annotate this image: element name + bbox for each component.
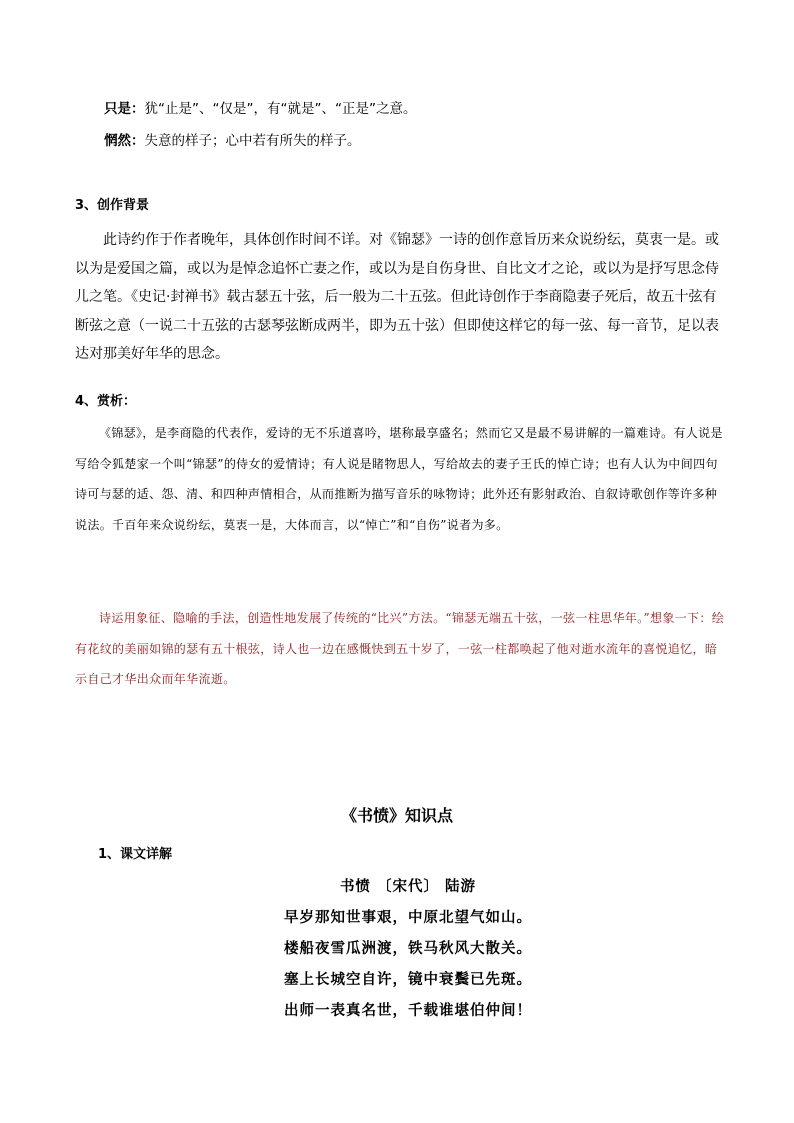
definition-zhishi	[104, 99, 416, 119]
poem-line: 楼船夜雪瓜洲渡，铁马秋风大散关。	[284, 940, 532, 957]
definition-text: 犹“止是”、“仅是”，有“就是”、“正是”之意。	[144, 101, 417, 117]
section4-heading: 4、赏析：	[75, 394, 137, 409]
analysis-paragraph-1: 《锦瑟》，是李商隐的代表作，爱诗的无不乐道喜吟，堪称最享盛名；然而它又是最不易讲解的一篇难诗。有人说是写给令狐楚家一个叫“锦瑟”的侍女的爱情诗；有人说是睹物思人，写给故去的妻子王氏的悼亡诗；也有人认为中间四句诗可与瑟的适、怨、清、和四种声情相合，从而推断为描写音乐的咏物诗；此外还有影射政治、自叙诗歌创作等许多种说法。千百年来众说纷纭，莫衷一是，大体而言，以“悼亡”和“自伤”说者为多。	[75, 426, 723, 532]
definition-term: 只是：	[104, 101, 145, 117]
definition-text: 失意的样子；心中若有所失的样子。	[144, 133, 361, 149]
definition-term: 惘然：	[104, 133, 145, 149]
section3-paragraph: 此诗约作于作者晚年，具体创作时间不详。对《锦瑟》一诗的创作意旨历来众说纷纭，莫衷一是。或以为是爱国之篇，或以为是悼念追怀亡妻之作，或以为是自伤身世、自比文才之论，或以为是抒写思念侍儿之笔。《史记·封禅书》载古瑟五十弦，后一般为二十五弦。但此诗创作于李商隐妻子死后，故五十弦有断弦之意（一说二十五弦的古瑟琴弦断成两半，即为五十弦）但即使这样它的每一弦、每一音节，足以表达对那美好年华的思念。	[75, 232, 719, 362]
poem-line: 早岁那知世事艰，中原北望气如山。	[284, 909, 532, 926]
shufen-subheading: 1、课文详解	[98, 847, 173, 862]
poem-header: 书愤 〔宋代〕 陆游	[339, 878, 477, 895]
shufen-title: 《书愤》知识点	[340, 806, 453, 825]
poem-line: 出师一表真名世，千载谁堪伯仲间！	[284, 1002, 532, 1019]
analysis-paragraph-2: 诗运用象征、隐喻的手法，创造性地发展了传统的“比兴”方法。“锦瑟无端五十弦，一弦一柱思华年。”想象一下：绘有花纹的美丽如锦的瑟有五十根弦，诗人也一边在感慨快到五十岁了，一弦一柱都唤起了他对逝水流年的喜悦追忆，暗示自己才华出众而年华流逝。	[75, 611, 725, 686]
section3-heading: 3、创作背景	[75, 198, 150, 213]
poem-line: 塞上长城空自许，镜中衰鬓已先斑。	[284, 971, 532, 988]
definition-wangran	[104, 131, 361, 151]
